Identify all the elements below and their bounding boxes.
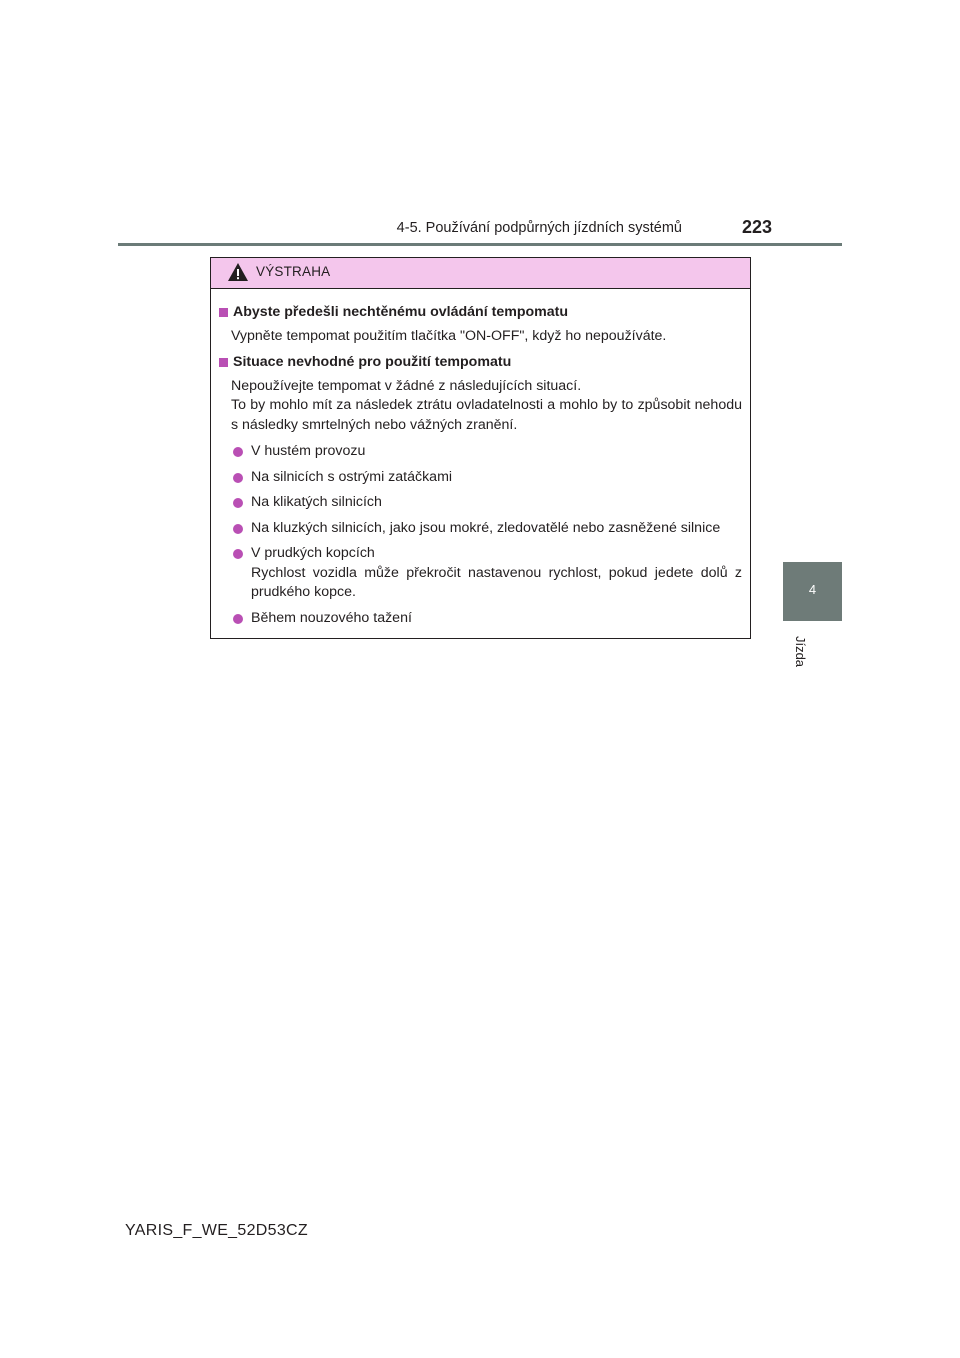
list-item-text: V hustém provozu	[251, 443, 366, 459]
section-heading	[219, 353, 742, 373]
circle-bullet-icon	[233, 447, 243, 457]
document-code: YARIS_F_WE_52D53CZ	[125, 1222, 308, 1239]
circle-bullet-icon	[233, 524, 243, 534]
chapter-label-text: Jízda	[793, 635, 809, 668]
section-heading-text: Abyste předešli nechtěnému ovládání tempomatu	[233, 304, 569, 320]
list-item	[219, 442, 742, 462]
circle-bullet-icon	[233, 614, 243, 624]
circle-bullet-icon	[233, 549, 243, 559]
warning-triangle-icon	[227, 262, 249, 282]
paragraph-line: To by mohlo mít za následek ztrátu ovladatelnosti a mohlo by to způsobit nehodu s následky smrtelných nebo vážných zranění.	[231, 397, 742, 433]
page-number: 223	[741, 217, 772, 237]
chapter-number: 4	[808, 582, 817, 597]
list-item-text: Na kluzkých silnicích, jako jsou mokré, zledovatělé nebo zasněžené silnice	[251, 519, 721, 536]
warning-header	[211, 258, 750, 289]
list-item-text: Na klikatých silnicích	[251, 494, 382, 510]
list-item-text: Na silnicích s ostrými zatáčkami	[251, 468, 453, 485]
square-bullet-icon	[219, 308, 228, 317]
chapter-label	[783, 630, 813, 680]
paragraph	[219, 377, 742, 436]
warning-title: VÝSTRAHA	[256, 264, 331, 279]
list-item-detail: Rychlost vozidla může překročit nastavenou rychlost, pokud jedete dolů z prudkého kopce.	[251, 564, 742, 600]
section-heading-text: Situace nevhodné pro použití tempomatu	[233, 354, 512, 370]
circle-bullet-icon	[233, 473, 243, 483]
square-bullet-icon	[219, 358, 228, 367]
list-item	[219, 468, 742, 488]
chapter-tab	[783, 562, 842, 621]
list-item	[219, 493, 742, 513]
list-item-text: V prudkých kopcích	[251, 545, 375, 561]
page-header	[118, 214, 842, 250]
section-title: 4-5. Používání podpůrných jízdních systémů	[396, 220, 682, 236]
list-item	[219, 519, 742, 539]
paragraph-line: Nepoužívejte tempomat v žádné z následujících situací.	[231, 377, 582, 394]
section-heading	[219, 303, 742, 323]
warning-box	[210, 257, 751, 639]
list-item	[219, 609, 742, 629]
paragraph: Vypněte tempomat použitím tlačítka "ON-OFF", když ho nepoužíváte.	[231, 327, 667, 344]
circle-bullet-icon	[233, 498, 243, 508]
header-rule	[118, 243, 842, 246]
warning-body	[211, 289, 750, 628]
list-item-text: Během nouzového tažení	[251, 609, 412, 626]
list-item	[219, 544, 742, 603]
